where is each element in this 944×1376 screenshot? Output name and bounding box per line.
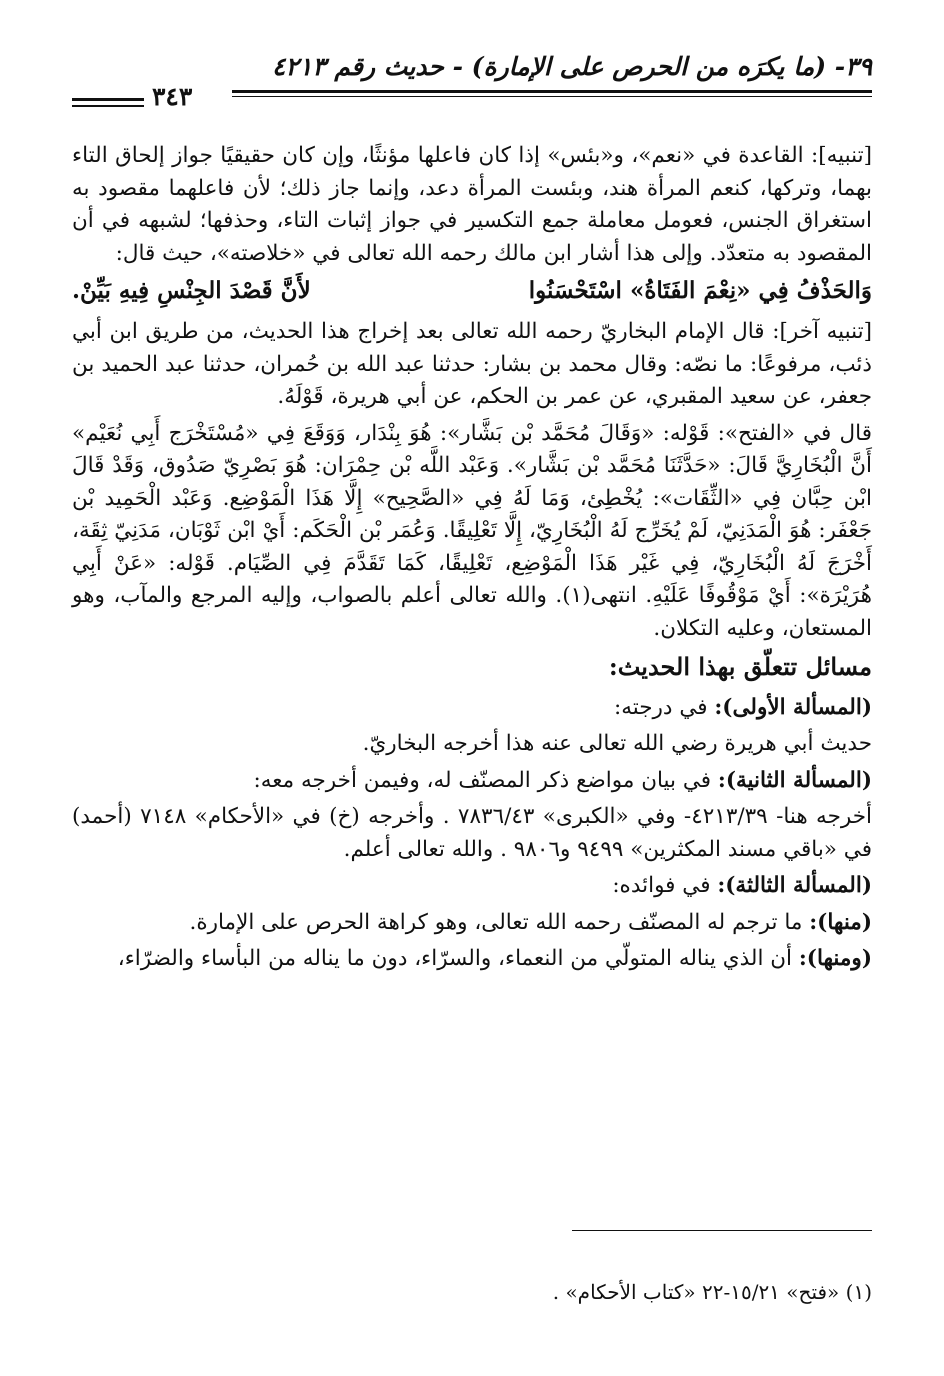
benefit-1-text: ما ترجم له المصنّف رحمه الله تعالى، وهو كراهة الحرص على الإمارة.: [189, 909, 810, 935]
verse-line: [72, 274, 872, 308]
issue-1-title: في درجته:: [614, 694, 715, 720]
paragraph-note: [تنبيه]: القاعدة في «نعم»، و«بئس» إذا كان فاعلها مؤنثًا، وإن كان حقيقيًا جواز إلحاق التاء بهما، وتركها، كنعم المرأة هند، وبئست المرأة دعد، وإنما جاز ذلك؛ لأن فاعلهما مقصود به استغراق الجنس، فعومل معاملة جمع التكسير في جواز إثبات التاء، وحذفها؛ لشبهه في أن المقصود به متعدّد. وإلى هذا أشار ابن مالك رحمه الله تعالى في «خلاصته»، حيث قال:: [72, 143, 872, 266]
issue-2-label: (المسألة الثانية):: [717, 767, 872, 793]
benefit-1: [72, 907, 872, 940]
issue-2-body: أخرجه هنا- ٤٢١٣/٣٩- وفي «الكبرى» ٧٨٣٦/٤٣ . وأخرجه (خ) في «الأحكام» ٧١٤٨ (أحمد) في «باقي مسند المكثرين» ٩٤٩٩ و٩٨٠٦ . والله تعالى أعلم.: [72, 804, 872, 862]
page-header: [72, 52, 872, 118]
issue-3-title: في فوائده:: [612, 873, 718, 898]
running-title: ٣٩- (ما يكرَه من الحرص على الإمارة) - حديث رقم ٤٢١٣: [272, 52, 872, 81]
footnote-rule: [572, 1230, 872, 1231]
section-heading: مسائل تتعلّق بهذا الحديث:: [608, 652, 872, 681]
issue-3-label: (المسألة الثالثة):: [717, 873, 872, 898]
issue-1: [72, 692, 872, 725]
issue-1-label: (المسألة الأولى):: [714, 694, 872, 720]
issue-1-body: حديث أبي هريرة رضي الله تعالى عنه هذا أخرجه البخاريّ.: [362, 731, 872, 756]
verse-first-hemistich: وَالحَذْفُ فِي «نِعْمَ الفَتَاةُ» اسْتَحْسَنُوا: [528, 277, 872, 304]
paragraph-other-note: [تنبيه آخر]: قال الإمام البخاريّ رحمه الله تعالى بعد إخراج هذا الحديث، من طريق ابن أبي ذئب، مرفوعًا: ما نصّه: وقال محمد بن بشار: حدثنا عبد الله بن حُمران، حدثنا عبد الحميد بن جعفر، عن سعيد المقبري، عن عمر بن الحكم، عن أبي هريرة، قَوْلَهُ.: [72, 319, 873, 409]
benefit-2: [72, 943, 872, 976]
paragraph-fath: قال في «الفتح»: قَوْله: «وَقَالَ مُحَمَّد بْن بَشَّار»: هُوَ بِنْدَار، وَوَقَعَ فِي «مُسْتَخْرَج أَبِي نُعَيْم» أَنَّ الْبُخَارِيَّ قَالَ: «حَدَّثَنَا مُحَمَّد بْن بَشَّار». وَعَبْد اللَّه بْن حِمْرَان: هُوَ بَصْرِيّ صَدُوق، وَقَدْ قَالَ ابْن حِبَّان فِي «الثِّقَات»: يُخْطِئ، وَمَا لَهُ فِي «الصَّحِيح» إِلَّا هَذَا الْمَوْضِع. وَعَبْد الْحَمِيد بْن جَعْفَر: هُوَ الْمَدَنِيّ، لَمْ يُخَرِّج لَهُ الْبُخَارِيّ، إِلَّا تَعْلِيقًا. وَعُمَر بْن الْحَكَم: أَيْ ابْن ثَوْبَان، مَدَنِيّ ثِقَة، أَخْرَجَ لَهُ الْبُخَارِيّ، فِي غَيْر هَذَا الْمَوْضِع، تَعْلِيقًا، كَمَا تَقَدَّمَ فِي الصِّيَام. قَوْله: «عَنْ أَبِي هُرَيْرَة»: أَيْ مَوْقُوفًا عَلَيْهِ. انتهى(١). والله تعالى أعلم بالصواب، وإليه المرجع والمآب، وهو المستعان، وعليه التكلان.: [72, 420, 872, 641]
header-rule-thin: [232, 96, 872, 97]
footnote: (١) «فتح» ١٥/٢١-٢٢ «كتاب الأحكام» .: [552, 1280, 872, 1304]
issue-3: [72, 870, 872, 903]
header-rule: [232, 90, 872, 93]
verse-second-hemistich: لأَنَّ قَصْدَ الجِنْسِ فِيهِ بَيِّنْ.: [72, 277, 311, 304]
issue-2-title: في بيان مواضع ذكر المصنّف له، وفيمن أخرجه معه:: [253, 767, 718, 793]
issue-2: [72, 765, 872, 798]
benefit-2-text: أن الذي يناله المتولّي من النعماء، والسرّاء، دون ما يناله من البأساء والضرّاء،: [117, 946, 799, 971]
benefit-2-label: (ومنها):: [798, 946, 872, 971]
book-page: [72, 52, 872, 1352]
benefit-1-label: (منها):: [809, 909, 872, 935]
page-number-rule-thin: [72, 105, 144, 107]
main-text: [72, 140, 872, 980]
page-number-rule: [72, 98, 144, 101]
page-number: ٣٤٣: [152, 82, 193, 111]
